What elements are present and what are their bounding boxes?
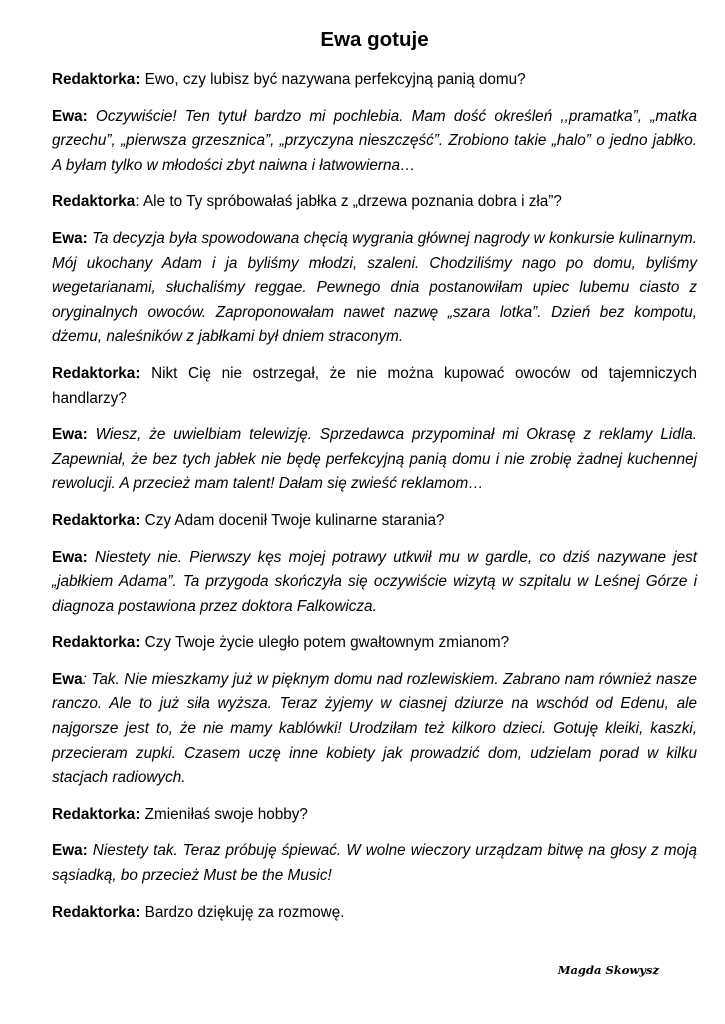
dialogue-text: Wiesz, że uwielbiam telewizję. Sprzedawca przypominał mi Okrasę z reklamy Lidla. Zapewniał, że bez tych jabłek nie będę perfekcyjną panią domu i nie zrobię żadnej kuchennej rewolucji. A przecież mam talent! Dałam się zwieść reklamom… bbox=[52, 426, 697, 493]
dialogue-entry-13 bbox=[52, 901, 697, 926]
speaker-label: Ewa: bbox=[52, 842, 88, 860]
dialogue-entry-5 bbox=[52, 362, 697, 411]
author-signature: Magda Skowysz bbox=[557, 963, 659, 977]
speaker-label: Ewa: bbox=[52, 426, 88, 444]
dialogue-text: Zmieniłaś swoje hobby? bbox=[144, 805, 308, 823]
dialogue-entry-2 bbox=[52, 105, 697, 179]
dialogue-text: Nikt Cię nie ostrzegał, że nie można kupować owoców od tajemniczych handlarzy? bbox=[52, 364, 698, 407]
speaker-label: Redaktorka: bbox=[52, 364, 141, 382]
dialogue-text: Oczywiście! Ten tytuł bardzo mi pochlebia. Mam dość określeń ,,pramatka”, „matka grzechu”, „pierwsza grzesznica”, „przyczyna nieszczęść”. Zrobiono takie „halo” o jedno jabłko. A byłam tylko w młodości zbyt naiwna i łatwowierna… bbox=[52, 107, 697, 174]
dialogue-entry-6 bbox=[52, 423, 697, 497]
dialogue-entry-1 bbox=[52, 68, 697, 93]
dialogue-entry-3 bbox=[52, 190, 697, 215]
dialogue-entry-8 bbox=[52, 546, 697, 620]
page-title: Ewa gotuje bbox=[320, 28, 429, 51]
dialogue-entry-10 bbox=[52, 668, 697, 791]
dialogue-entry-4 bbox=[52, 227, 697, 350]
speaker-label: Ewa: bbox=[52, 107, 88, 125]
speaker-label: Redaktorka: bbox=[52, 511, 141, 529]
speaker-label: Redaktorka: bbox=[52, 805, 141, 823]
speaker-label: Ewa: bbox=[52, 229, 88, 247]
dialogue-text: Ta decyzja była spowodowana chęcią wygrania głównej nagrody w konkursie kulinarnym. Mój ukochany Adam i ja byliśmy młodzi, szaleni. Chodziliśmy nago po domu, byliśmy wegetarianami, słuchaliśmy reggae. Pewnego dnia postanowiłam upiec lubemu ciasto z oryginalnych owoców. Zaproponowałam nawet nazwę „szara lotka”. Dzień bez kompotu, dżemu, naleśników z jabłkami był dniem straconym. bbox=[52, 229, 698, 346]
speaker-label: Redaktorka: bbox=[52, 71, 141, 88]
dialogue-text: Czy Twoje życie uległo potem gwałtownym zmianom? bbox=[144, 634, 510, 652]
speaker-label: Redaktorka: bbox=[52, 903, 141, 921]
dialogue-text: : Tak. Nie mieszkamy już w pięknym domu nad rozlewiskiem. Zabrano nam również nasze ranczo. Ale to już siła wyższa. Teraz żyjemy w ciasnej dziurze na wschód od Edenu, ale najgorsze jest to, że nie mamy kablówki! Urodziłam też kilkoro dzieci. Gotuję kleiki, kaszki, przecieram zupki. Czasem uczę inne kobiety jak prowadzić dom, udzielam porad w kilku stacjach radiowych. bbox=[52, 670, 697, 787]
speaker-label: Redaktorka: bbox=[52, 634, 141, 652]
dialogue-entry-11 bbox=[52, 803, 697, 828]
dialogue-text: Czy Adam docenił Twoje kulinarne starania? bbox=[144, 511, 445, 529]
speaker-label: Redaktorka bbox=[52, 193, 136, 211]
dialogue-text: Niestety nie. Pierwszy kęs mojej potrawy utkwił mu w gardle, co dziś nazywane jest „jabłkiem Adama”. Ta przygoda skończyła się oczywiście wizytą w szpitalu w Leśnej Górze i diagnoza postawiona przez doktora Falkowicza. bbox=[52, 548, 698, 615]
dialogue-text: Bardzo dziękuję za rozmowę. bbox=[144, 903, 345, 921]
dialogue-text: Niestety tak. Teraz próbuję śpiewać. W wolne wieczory urządzam bitwę na głosy z moją sąsiadką, bo przecież Must be the Music! bbox=[52, 842, 697, 885]
dialogue-text: : Ale to Ty spróbowałaś jabłka z „drzewa poznania dobra i zła”? bbox=[135, 193, 562, 211]
dialogue-text: Ewo, czy lubisz być nazywana perfekcyjną panią domu? bbox=[144, 71, 526, 88]
dialogue-entry-12 bbox=[52, 839, 697, 888]
dialogue-entry-9 bbox=[52, 631, 697, 656]
dialogue-entry-7 bbox=[52, 509, 697, 534]
speaker-label: Ewa bbox=[52, 670, 83, 688]
speaker-label: Ewa: bbox=[52, 548, 88, 566]
